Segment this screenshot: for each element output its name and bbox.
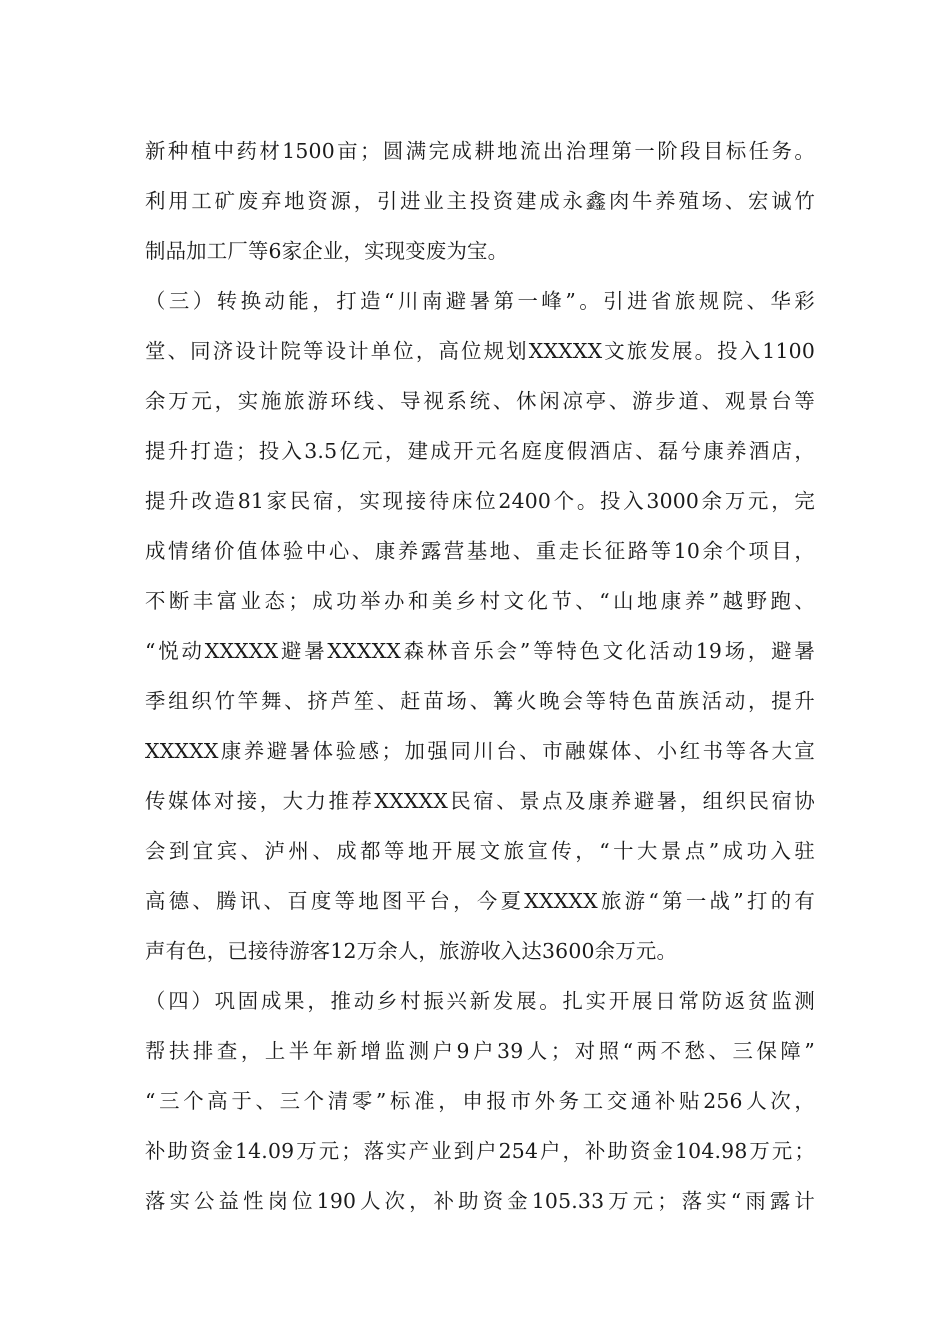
text-line: 提升打造；投入3.5亿元，建成开元名庭度假酒店、磊兮康养酒店， [145, 439, 815, 463]
text-line: 提升改造81家民宿，实现接待床位2400个。投入3000余万元，完 [145, 489, 815, 513]
text-line: 传媒体对接，大力推荐XXXXX民宿、景点及康养避暑，组织民宿协 [145, 789, 815, 813]
text-line: 声有色，已接待游客12万余人，旅游收入达3600余万元。 [145, 939, 678, 963]
text-line: XXXXX康养避暑体验感；加强同川台、市融媒体、小红书等各大宣 [145, 739, 815, 763]
text-line: 制品加工厂等6家企业，实现变废为宝。 [145, 239, 509, 263]
text-line: 季组织竹竿舞、挤芦笙、赶苗场、篝火晚会等特色苗族活动，提升 [145, 689, 815, 713]
text-line: “三个高于、三个清零”标准，申报市外务工交通补贴256人次， [145, 1089, 815, 1113]
text-line: （三）转换动能，打造“川南避暑第一峰”。引进省旅规院、华彩 [145, 289, 815, 313]
text-line: 帮扶排查，上半年新增监测户9户39人；对照“两不愁、三保障” [145, 1039, 815, 1063]
text-line: （四）巩固成果，推动乡村振兴新发展。扎实开展日常防返贫监测 [145, 989, 815, 1013]
text-line: 高德、腾讯、百度等地图平台，今夏XXXXX旅游“第一战”打的有 [145, 889, 815, 913]
text-line: 堂、同济设计院等设计单位，高位规划XXXXX文旅发展。投入1100 [145, 339, 815, 363]
text-line: 补助资金14.09万元；落实产业到户254户，补助资金104.98万元； [145, 1139, 815, 1163]
text-line: “悦动XXXXX避暑XXXXX森林音乐会”等特色文化活动19场，避暑 [145, 639, 815, 663]
document-body [145, 130, 815, 1230]
text-line: 会到宜宾、泸州、成都等地开展文旅宣传，“十大景点”成功入驻 [145, 839, 815, 863]
text-line: 成情绪价值体验中心、康养露营基地、重走长征路等10余个项目， [145, 539, 815, 563]
text-line: 不断丰富业态；成功举办和美乡村文化节、“山地康养”越野跑、 [145, 589, 815, 613]
text-line: 余万元，实施旅游环线、导视系统、休闲凉亭、游步道、观景台等 [145, 389, 815, 413]
text-line: 新种植中药材1500亩；圆满完成耕地流出治理第一阶段目标任务。 [145, 139, 815, 163]
text-line: 利用工矿废弃地资源，引进业主投资建成永鑫肉牛养殖场、宏诚竹 [145, 189, 815, 213]
text-line: 落实公益性岗位190人次，补助资金105.33万元；落实“雨露计 [145, 1189, 815, 1213]
